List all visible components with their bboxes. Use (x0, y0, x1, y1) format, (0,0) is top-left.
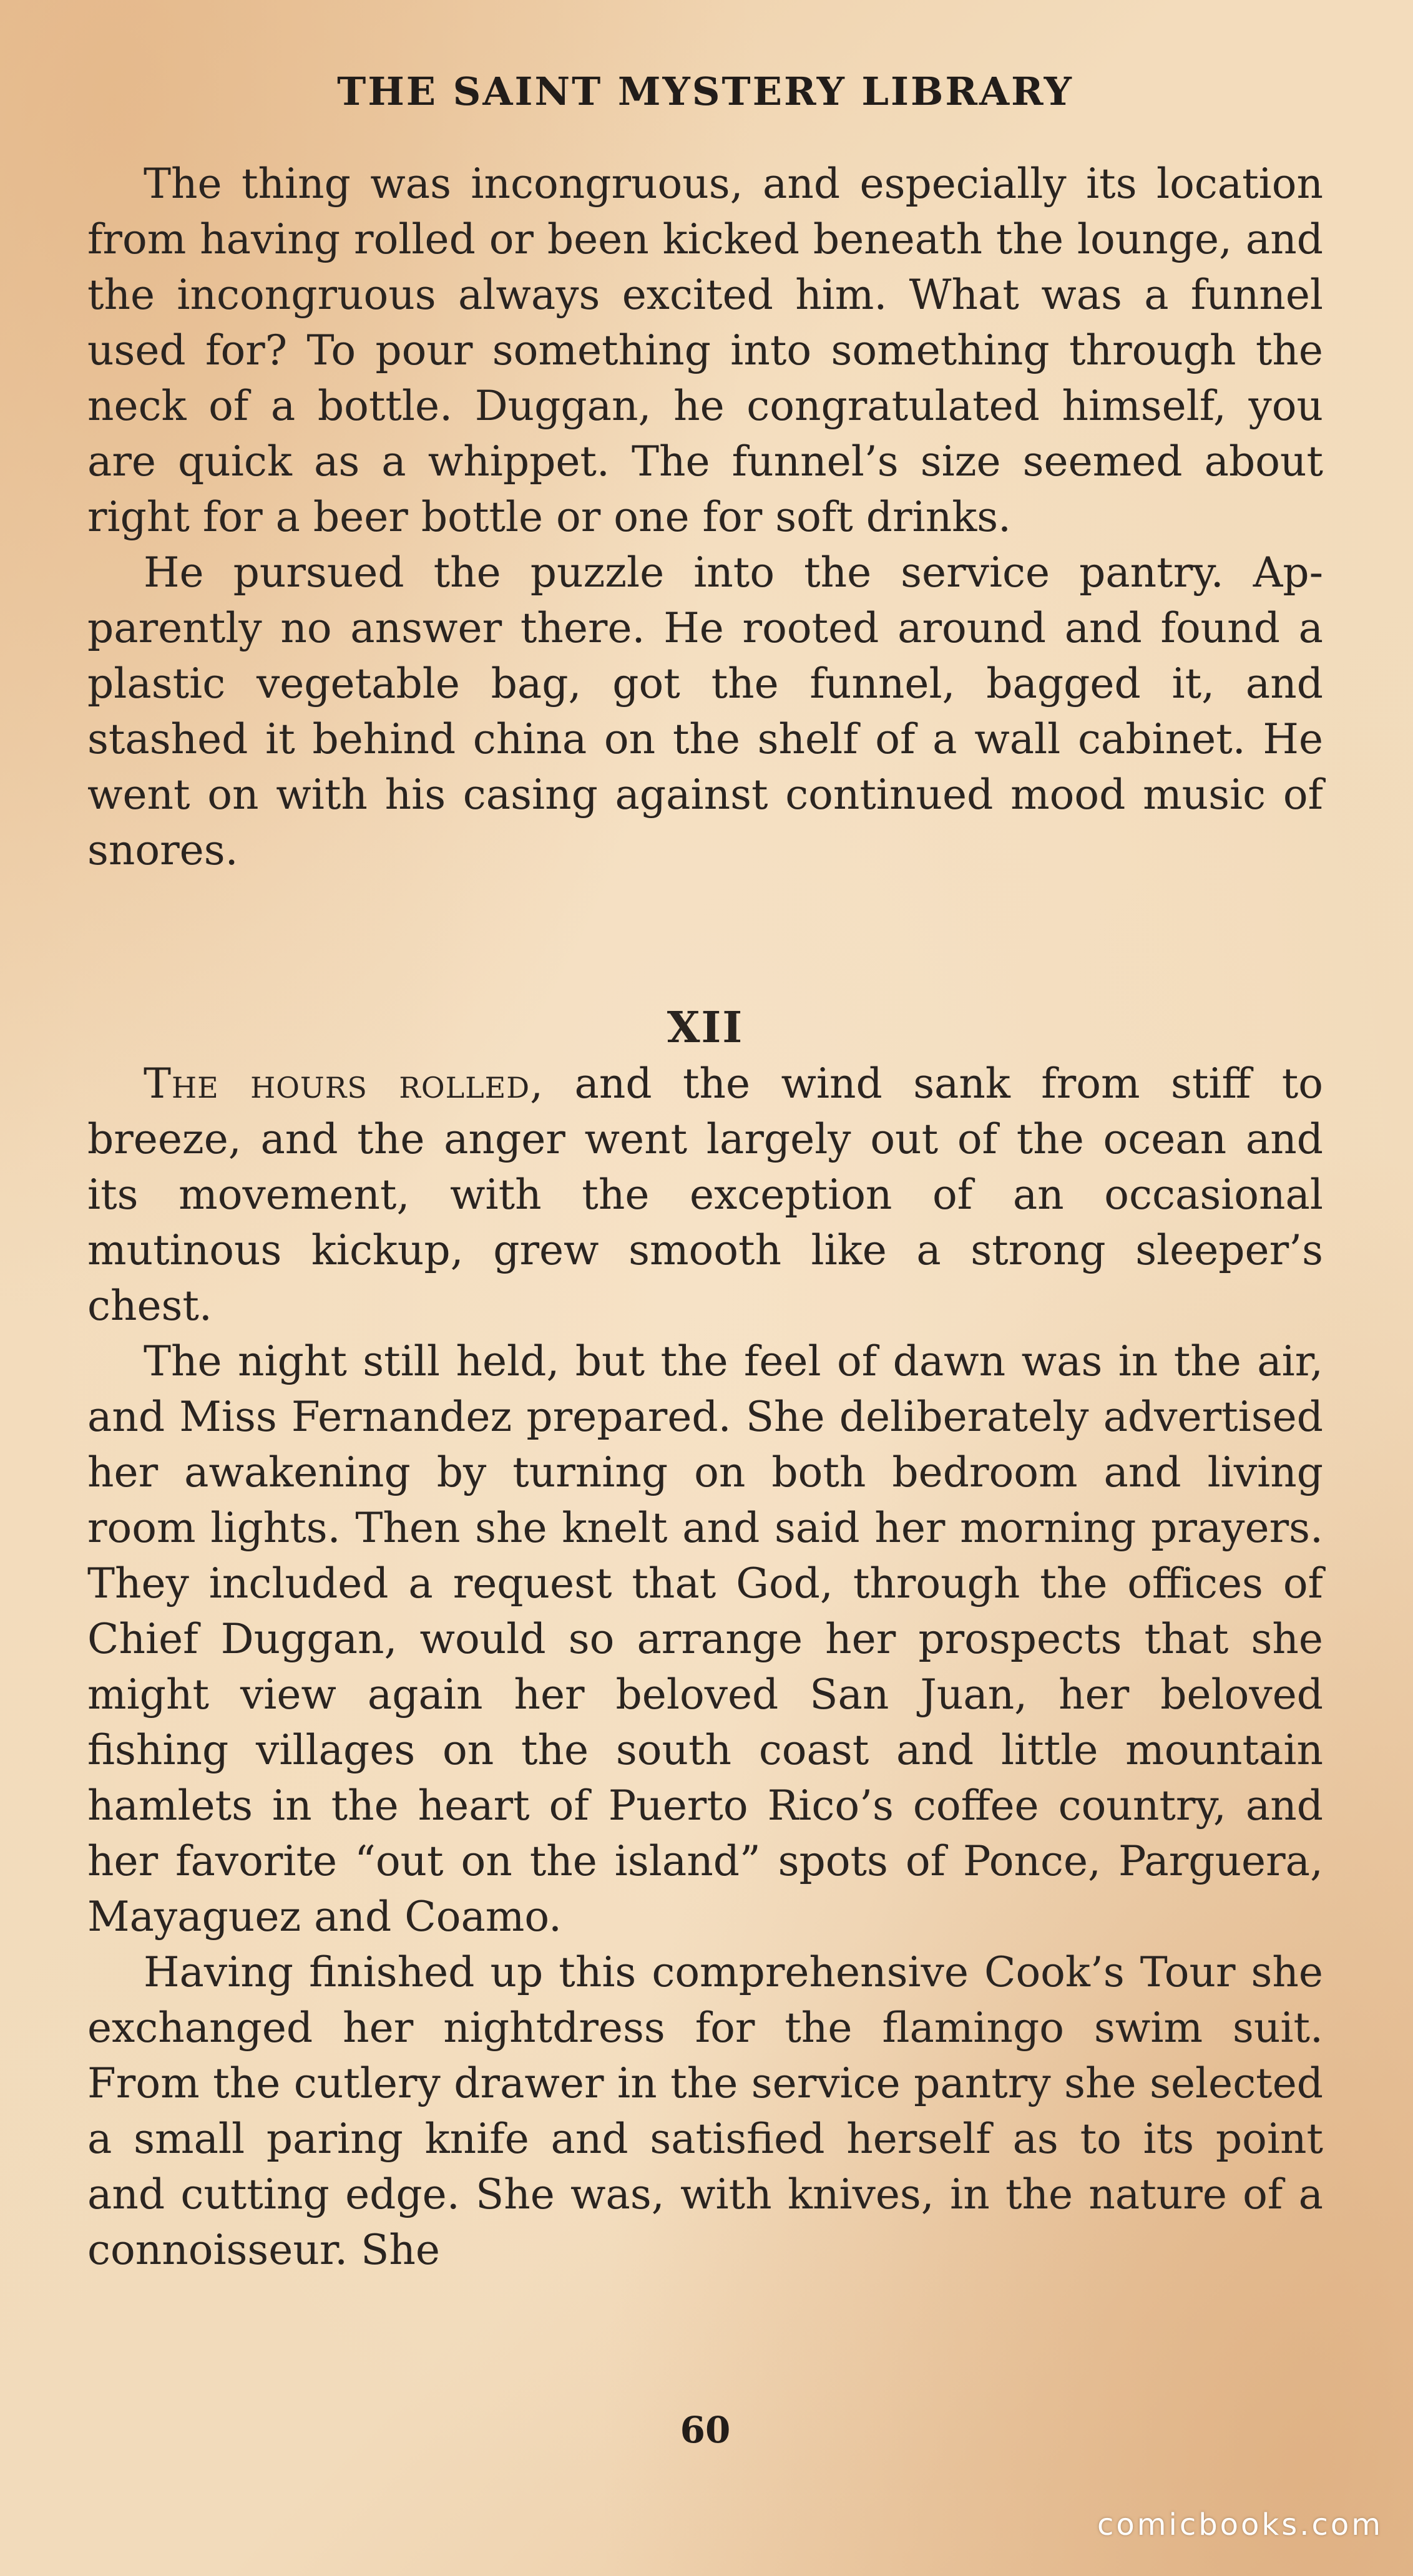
paragraph-cooks-tour: Having finished up this comprehensive Cook’s Tour she exchanged her nightdress for the flamingo swim suit. From the cutlery drawer in the service pantry she selected a small paring knife and satisfied herself as to its point and cutting edge. She was, with knives, in the nature of a connoisseur. She (87, 1948, 1323, 2274)
watermark: comicbooks.com (1097, 2507, 1383, 2542)
paragraph-funnel: The thing was incongruous, and especially its location from having rolled or been kicked beneath the lounge, and the incongruous always excited him. What was a funnel used for? To pour something into something through the neck of a bottle. Duggan, he congratulated himself, you are quick as a whippet. The funnel’s size seemed about right for a beer bottle or one for soft drinks. (87, 160, 1323, 541)
paragraph-chapter-opening (87, 1056, 1323, 1334)
body-text (87, 156, 1323, 2278)
book-page (87, 0, 1323, 2576)
paragraph-pantry: He pursued the puzzle into the service pantry. Apparently no answer there. He rooted around and found a plastic vegetable bag, got the funnel, bagged it, and stashed it behind china on the shelf of a wall cabinet. He went on with his casing against continued mood music of snores. (87, 549, 1323, 874)
chapter-heading: XII (667, 1003, 744, 1053)
page-number: 60 (680, 2409, 731, 2451)
paragraph-dawn: The night still held, but the feel of dawn was in the air, and Miss Fernandez prepared. She deliberately advertised her awakening by turning on both bedroom and living room lights. Then she knelt and said her morning prayers. They included a request that God, through the offices of Chief Duggan, would so arrange her prospects that she might view again her beloved San Juan, her beloved fishing villages on the south coast and little mountain hamlets in the heart of Puerto Rico’s coffee country, and her favorite “out on the island” spots of Ponce, Parguera, Mayaguez and Coamo. (87, 1337, 1323, 1941)
opening-smallcaps: The hours rolled, (144, 1060, 544, 1108)
running-head: THE SAINT MYSTERY LIBRARY (337, 69, 1073, 114)
opening-rest: and the wind sank from stiff to breeze, and the anger went largely out of the ocean and its movement, with the exception of an occasional mutinous kickup, grew smooth like a strong sleeper’s chest. (87, 1060, 1323, 1330)
